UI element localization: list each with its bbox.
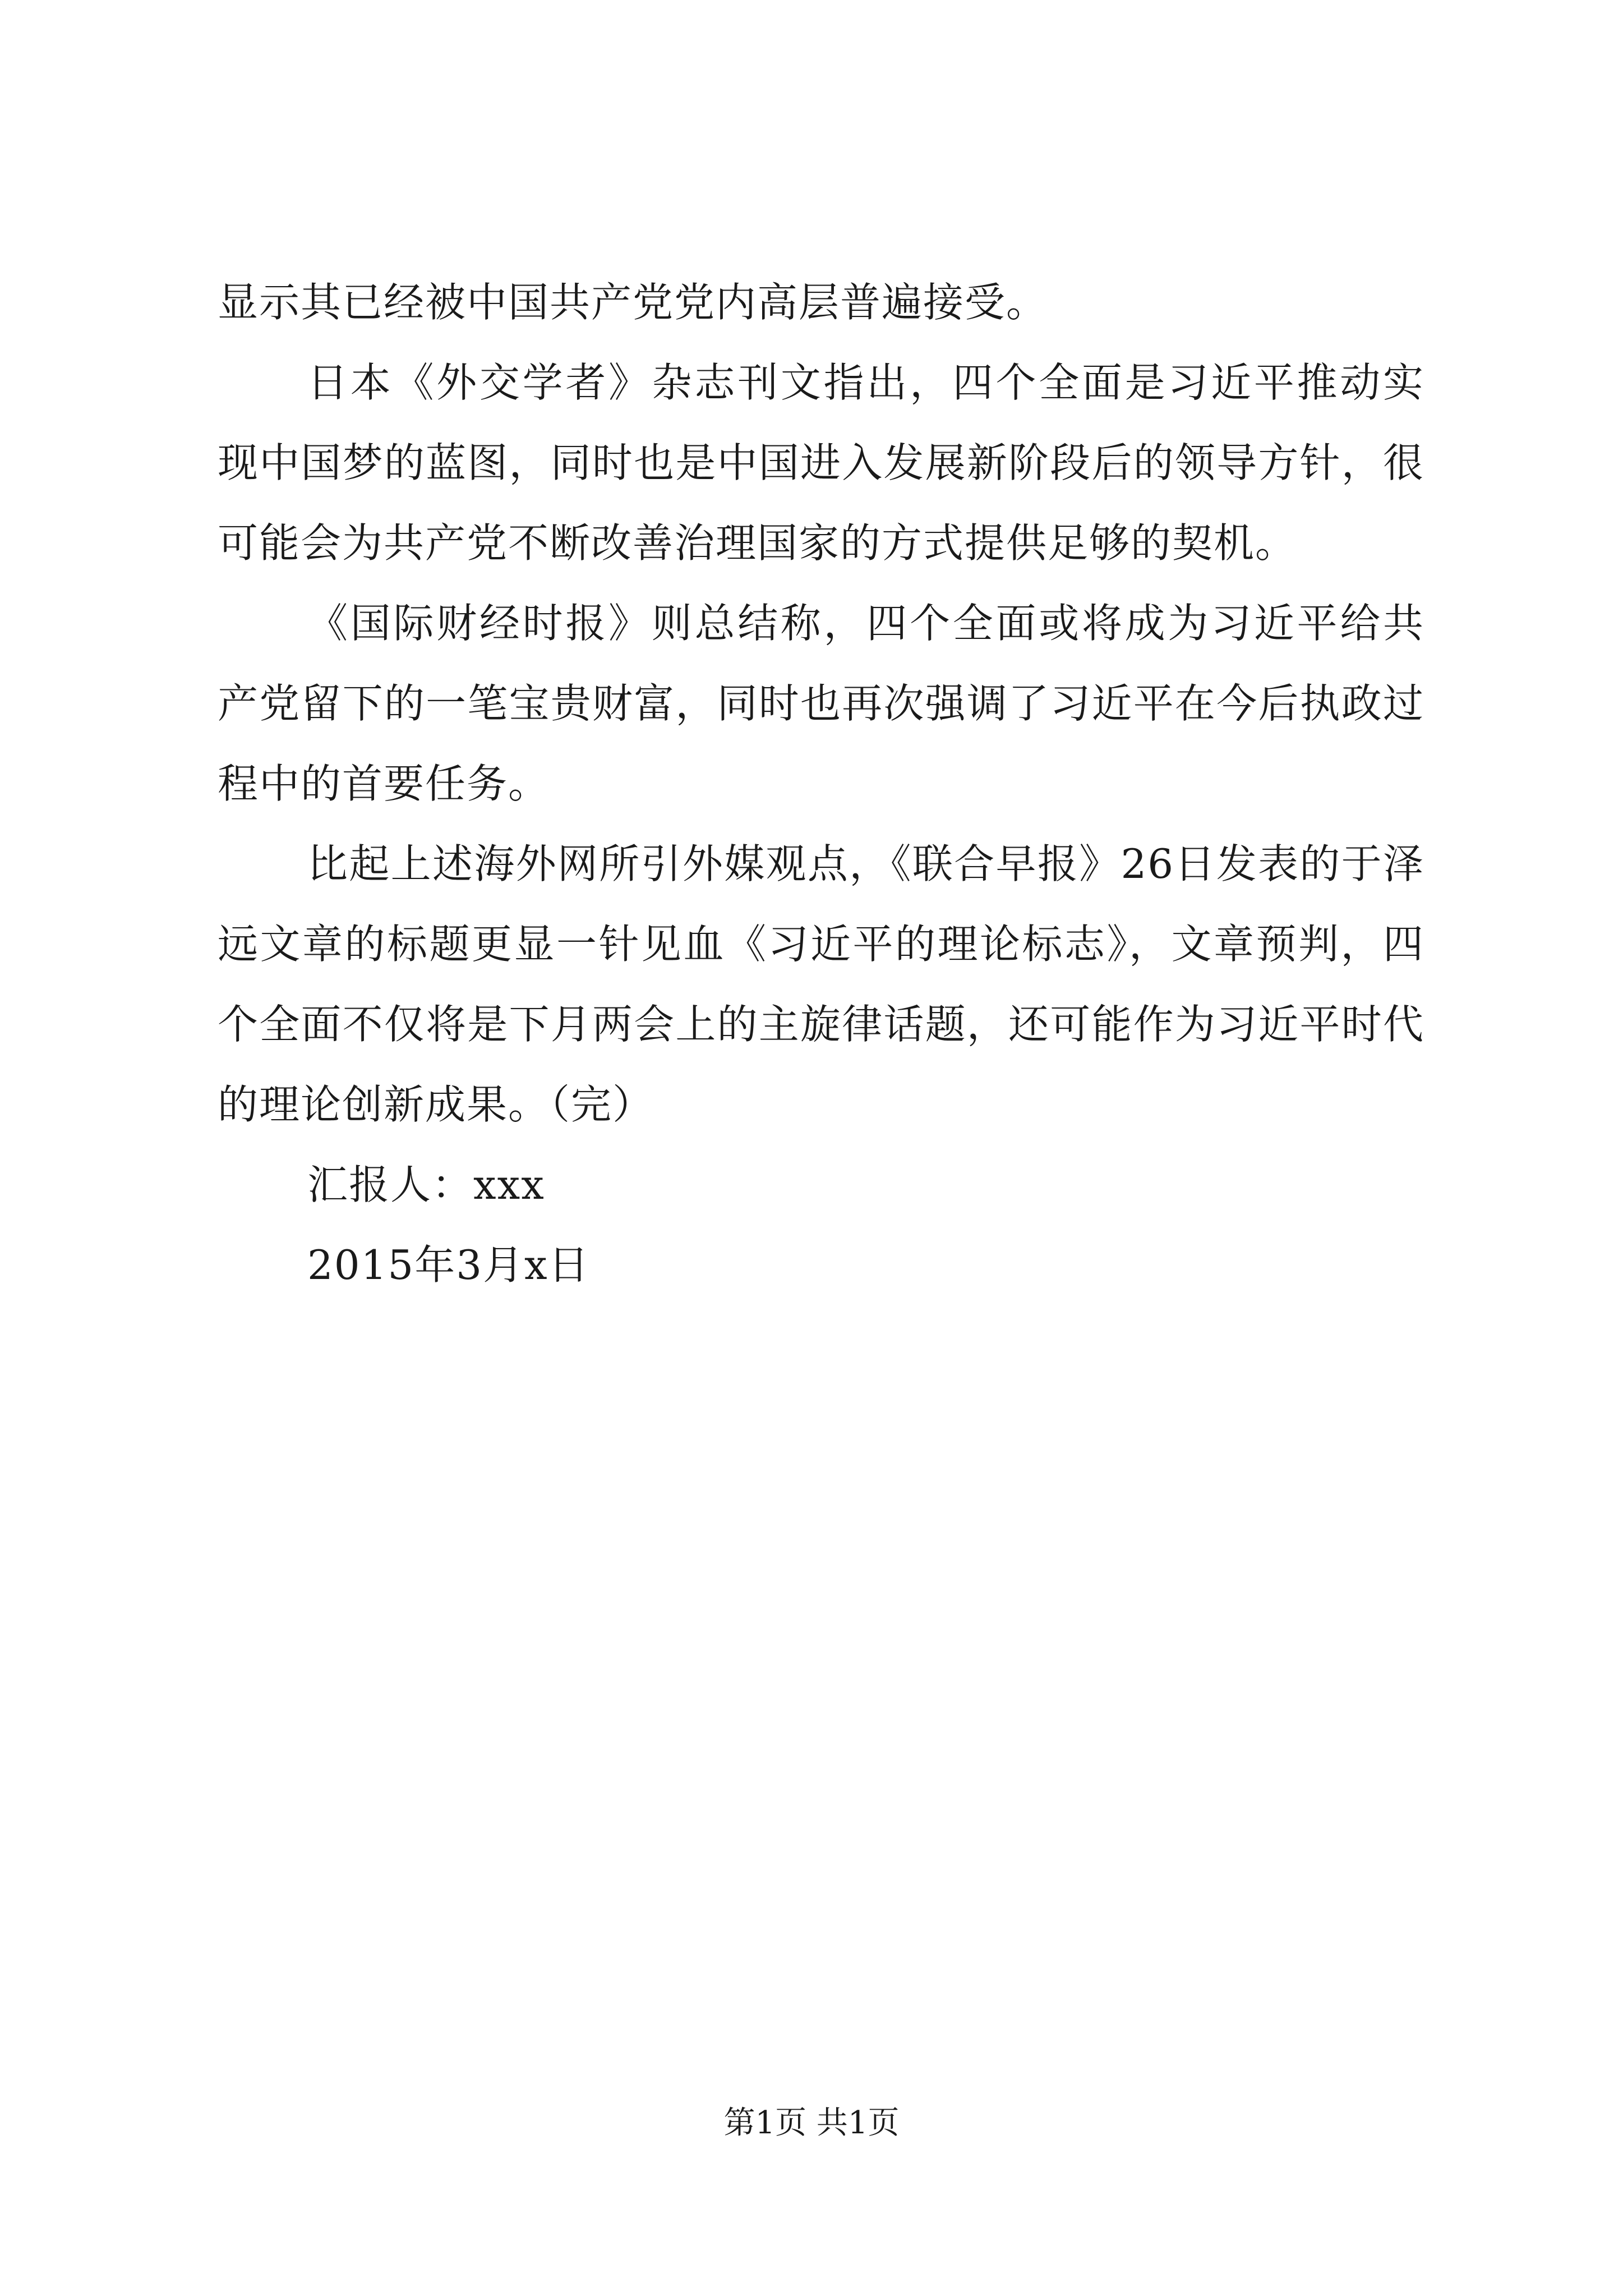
- reporter-line: 汇报人：xxx: [307, 1161, 545, 1208]
- paragraph-zaobao: 比起上述海外网所引外媒观点，《联合早报》26日发表的于泽远文章的标题更显一针见血《习近平的理论标志》，文章预判，四个全面不仅将是下月两会上的主旋律话题，还可能作为习近平时代的理论创新成果。（完）: [218, 840, 1424, 1128]
- paragraph-ibtimes: 《国际财经时报》则总结称，四个全面或将成为习近平给共产党留下的一笔宝贵财富，同时也再次强调了习近平在今后执政过程中的首要任务。: [218, 600, 1424, 807]
- page-footer: [0, 2101, 1623, 2146]
- document-body: [218, 263, 1424, 1305]
- page-indicator: 第1页 共1页: [723, 2105, 900, 2141]
- paragraph-continuation: 显示其已经被中国共产党党内高层普遍接受。: [218, 279, 1048, 326]
- paragraph-diplomat: 日本《外交学者》杂志刊文指出，四个全面是习近平推动实现中国梦的蓝图，同时也是中国进入发展新阶段后的领导方针，很可能会为共产党不断改善治理国家的方式提供足够的契机。: [218, 359, 1424, 567]
- date-line: 2015年3月x日: [307, 1241, 590, 1289]
